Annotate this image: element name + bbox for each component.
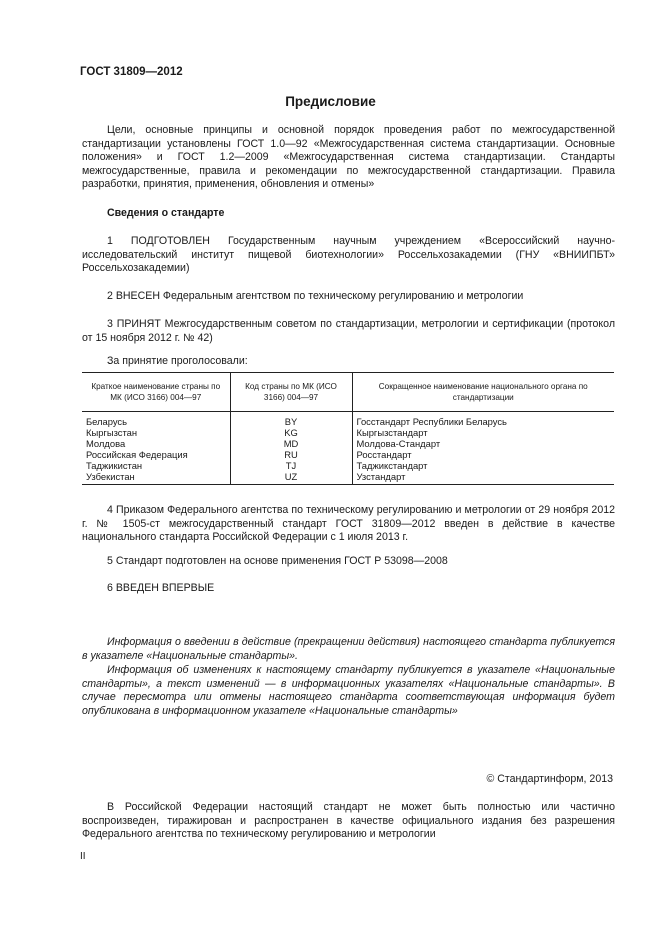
table-row: [82, 460, 614, 471]
notice-changes: Информация об изменениях к настоящему стандарту публикуется в указателе «Национальные стандарты», а текст изменений — в информационных указателях «Национальные стандарты». В случае пересмотра или отмены настоящего стандарта соответствующая информация будет опубликована в информационном указателе «Национальные стандарты»: [82, 664, 615, 717]
page-number: II: [80, 851, 86, 862]
standards-body: Узстандарт: [352, 471, 614, 485]
standards-body: Молдова-Стандарт: [352, 438, 614, 449]
table-row: [82, 438, 614, 449]
copyright-line: © Стандартинформ, 2013: [486, 773, 613, 785]
country-name: Узбекистан: [82, 471, 230, 485]
standards-body: Таджикстандарт: [352, 460, 614, 471]
country-code: BY: [230, 412, 352, 428]
item-6-introduced: 6 ВВЕДЕН ВПЕРВЫЕ: [107, 582, 215, 594]
country-code: RU: [230, 449, 352, 460]
table-row: [82, 449, 614, 460]
item-3-adopted: 3 ПРИНЯТ Межгосударственным советом по стандартизации, метрологии и сертификации (протокол от 15 ноября 2012 г. № 42): [82, 318, 615, 344]
item-4-order: 4 Приказом Федерального агентства по техническому регулированию и метрологии от 29 ноября 2012 г. № 1505-ст межгосударственный стандарт ГОСТ 31809—2012 введен в действие в качестве национального стандарта Российской Федерации с 1 июля 2013 г.: [82, 504, 615, 544]
vote-caption: За принятие проголосовали:: [107, 355, 248, 367]
item-1-prepared: 1 ПОДГОТОВЛЕН Государственным научным учреждением «Всероссийский научно-исследовательский институт пищевой биотехнологии» Россельхозакадемии (ГНУ «ВНИИПБТ» Россельхозакадемии): [82, 235, 615, 275]
member-states-table: [82, 372, 614, 485]
table-header-row: [82, 373, 614, 412]
country-name: Российская Федерация: [86, 449, 188, 460]
country-code: KG: [230, 427, 352, 438]
header-country-name: Краткое наименование страны по МК (ИСО 3166) 004—97: [82, 373, 230, 412]
table-row: [82, 471, 614, 485]
table-row: [82, 427, 614, 438]
country-name: Кыргызстан: [86, 427, 138, 438]
info-heading: Сведения о стандарте: [107, 207, 225, 219]
header-standards-body: Сокращенное наименование национального органа по стандартизации: [352, 373, 614, 412]
standards-body: Кыргызстандарт: [352, 427, 614, 438]
document-code-header: ГОСТ 31809—2012: [80, 66, 183, 78]
standards-body: Госстандарт Республики Беларусь: [352, 412, 614, 428]
country-name: Беларусь: [86, 416, 128, 427]
standards-body: Росстандарт: [352, 449, 614, 460]
item-2-submitted: 2 ВНЕСЕН Федеральным агентством по техническому регулированию и метрологии: [107, 290, 524, 302]
table-row: [82, 412, 614, 428]
country-code: TJ: [230, 460, 352, 471]
country-code: MD: [230, 438, 352, 449]
country-code: UZ: [230, 471, 352, 485]
page-title: Предисловие: [285, 94, 376, 109]
header-country-code: Код страны по МК (ИСО 3166) 004—97: [230, 373, 352, 412]
legal-notice: В Российской Федерации настоящий стандарт не может быть полностью или частично воспроизведен, тиражирован и распространен в качестве официального издания без разрешения Федерального агентства по техническому регулированию и метрологии: [82, 801, 615, 841]
notice-publication: Информация о введении в действие (прекращении действия) настоящего стандарта публикуется в указателе «Национальные стандарты».: [82, 636, 615, 662]
country-name: Молдова: [86, 438, 126, 449]
country-name: Таджикистан: [86, 460, 143, 471]
intro-paragraph: Цели, основные принципы и основной порядок проведения работ по межгосударственной стандартизации установлены ГОСТ 1.0—92 «Межгосударственная система стандартизации. Основные положения» и ГОСТ 1.2—2009 «Межгосударственная система стандартизации. Стандарты межгосударственные, правила и рекомендации по межгосударственной стандартизации. Правила разработки, принятия, применения, обновления и отмены»: [82, 124, 615, 191]
item-5-basis: 5 Стандарт подготовлен на основе применения ГОСТ Р 53098—2008: [107, 555, 448, 567]
